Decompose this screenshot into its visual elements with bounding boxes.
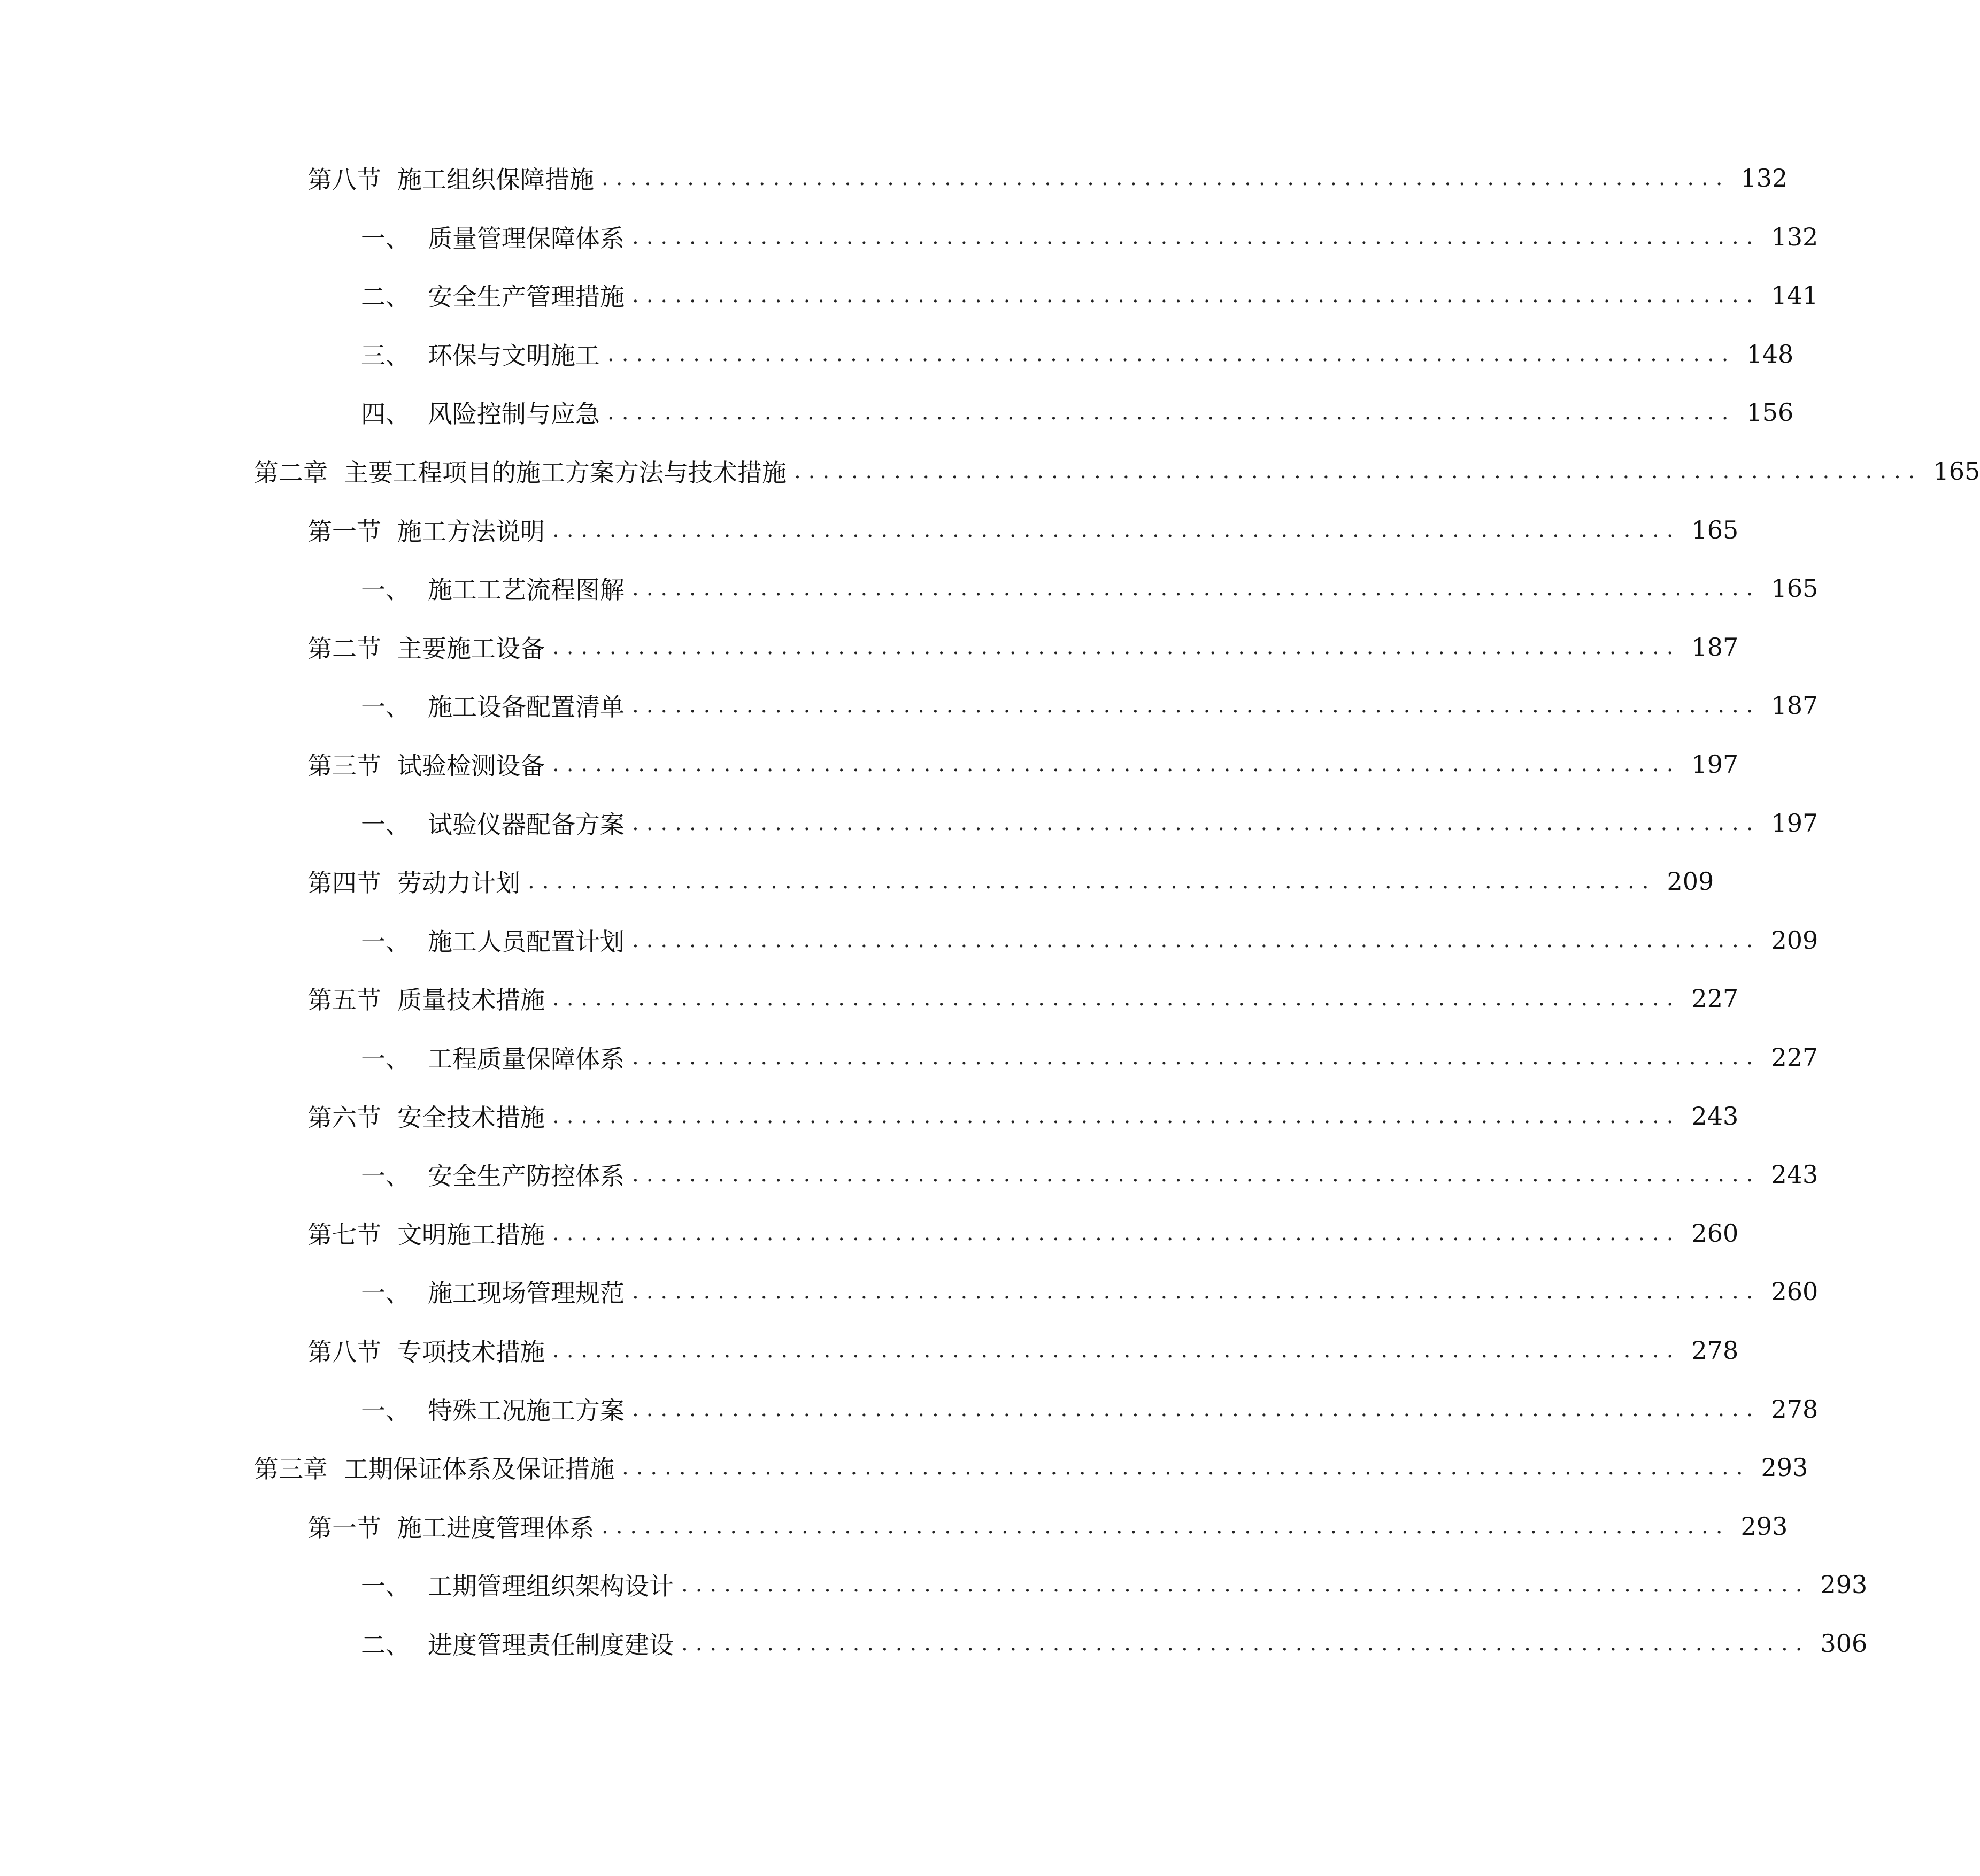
toc-entry-title: 安全生产防控体系 xyxy=(428,1162,625,1190)
toc-dot-leader: ............................................................................... xyxy=(632,283,1761,307)
toc-entry-page-number: 141 xyxy=(1771,281,1819,310)
toc-entry[interactable] xyxy=(361,274,1819,317)
toc-entry-page-number: 209 xyxy=(1771,926,1819,955)
toc-entry-page-number: 132 xyxy=(1771,222,1819,251)
toc-entry-page-number: 293 xyxy=(1761,1453,1808,1482)
toc-entry[interactable] xyxy=(361,391,1794,434)
toc-dot-leader: ............................................................................... xyxy=(632,928,1761,952)
toc-dot-leader: ............................................................................... xyxy=(632,1279,1761,1304)
toc-entry-page-number: 187 xyxy=(1771,691,1819,720)
toc-entry-page-number: 293 xyxy=(1740,1512,1788,1541)
toc-dot-leader: ............................................................................... xyxy=(552,1104,1681,1128)
toc-dot-leader: ............................................................................... xyxy=(607,342,1736,366)
toc-entry[interactable] xyxy=(361,1563,1868,1606)
toc-entry-number: 一、 xyxy=(361,1279,410,1308)
toc-entry-page-number: 260 xyxy=(1771,1277,1819,1306)
toc-entry-page-number: 209 xyxy=(1667,867,1714,896)
toc-entry-number: 一、 xyxy=(361,575,410,604)
toc-entry-page-number: 278 xyxy=(1771,1395,1819,1424)
toc-dot-leader: ............................................................................... xyxy=(632,576,1761,601)
toc-entry-title: 主要施工设备 xyxy=(397,634,545,663)
toc-dot-leader: ............................................................................... xyxy=(794,459,1923,483)
toc-dot-leader: ............................................................................... xyxy=(552,635,1681,659)
toc-dot-leader: ............................................................................... xyxy=(552,986,1681,1011)
toc-entry-number: 第八节 xyxy=(307,1337,381,1366)
toc-entry-title: 主要工程项目的施工方案方法与技术措施 xyxy=(344,458,787,487)
toc-entry-title: 工程质量保障体系 xyxy=(428,1044,625,1073)
toc-entry-page-number: 260 xyxy=(1691,1219,1739,1248)
toc-entry[interactable] xyxy=(307,1212,1739,1255)
toc-entry[interactable] xyxy=(307,157,1788,199)
toc-entry-title: 质量管理保障体系 xyxy=(428,224,625,253)
toc-entry-title: 风险控制与应急 xyxy=(428,399,600,428)
toc-entry-number: 第四节 xyxy=(307,868,381,897)
toc-entry[interactable] xyxy=(361,919,1819,962)
toc-entry-page-number: 278 xyxy=(1691,1336,1739,1365)
toc-entry-number: 一、 xyxy=(361,693,410,721)
toc-dot-leader: ............................................................................... xyxy=(602,166,1730,190)
toc-entry-number: 第六节 xyxy=(307,1103,381,1132)
toc-dot-leader: ............................................................................... xyxy=(528,869,1657,894)
toc-entry-title: 施工设备配置清单 xyxy=(428,693,625,721)
toc-entry-page-number: 197 xyxy=(1691,750,1739,779)
toc-dot-leader: ............................................................................... xyxy=(632,811,1761,835)
toc-entry-page-number: 187 xyxy=(1691,633,1739,662)
toc-entry[interactable] xyxy=(307,1095,1739,1137)
toc-entry[interactable] xyxy=(307,977,1739,1020)
toc-entry[interactable] xyxy=(307,509,1739,551)
toc-entry-title: 施工工艺流程图解 xyxy=(428,575,625,604)
toc-entry-title: 特殊工况施工方案 xyxy=(428,1396,625,1425)
toc-dot-leader: ............................................................................... xyxy=(552,518,1681,542)
toc-entry[interactable] xyxy=(361,684,1819,727)
toc-entry-page-number: 156 xyxy=(1746,398,1794,427)
toc-dot-leader: ............................................................................... xyxy=(632,1397,1761,1421)
toc-entry[interactable] xyxy=(361,1622,1868,1665)
toc-entry-number: 第一节 xyxy=(307,1513,381,1542)
toc-entry-number: 一、 xyxy=(361,810,410,839)
toc-dot-leader: ............................................................................... xyxy=(552,752,1681,776)
toc-entry-title: 工期保证体系及保证措施 xyxy=(344,1455,614,1483)
toc-entry-title: 安全技术措施 xyxy=(397,1103,545,1132)
toc-entry[interactable] xyxy=(361,1153,1819,1196)
toc-dot-leader: ............................................................................... xyxy=(552,1338,1681,1363)
toc-entry-page-number: 165 xyxy=(1933,457,1980,486)
toc-entry-number: 第二章 xyxy=(254,458,328,487)
toc-entry[interactable] xyxy=(361,216,1819,258)
toc-entry[interactable] xyxy=(361,1036,1819,1079)
toc-dot-leader: ............................................................................... xyxy=(681,1631,1810,1656)
toc-entry[interactable] xyxy=(307,626,1739,668)
toc-entry-title: 试验检测设备 xyxy=(397,751,545,780)
toc-entry-page-number: 306 xyxy=(1820,1629,1868,1658)
toc-entry-number: 第一节 xyxy=(307,517,381,546)
toc-entry[interactable] xyxy=(307,743,1739,786)
toc-entry-number: 第二节 xyxy=(307,634,381,663)
toc-entry[interactable] xyxy=(307,1505,1788,1548)
toc-entry-title: 施工组织保障措施 xyxy=(397,165,594,194)
toc-entry-title: 工期管理组织架构设计 xyxy=(428,1572,674,1601)
toc-entry-title: 环保与文明施工 xyxy=(428,341,600,370)
toc-entry-number: 第五节 xyxy=(307,986,381,1014)
toc-entry-title: 施工人员配置计划 xyxy=(428,927,625,956)
toc-dot-leader: ............................................................................... xyxy=(632,1162,1761,1187)
toc-entry-page-number: 243 xyxy=(1691,1102,1739,1131)
toc-entry[interactable] xyxy=(361,567,1819,610)
toc-entry-number: 一、 xyxy=(361,927,410,956)
toc-entry-number: 三、 xyxy=(361,341,410,370)
toc-entry-number: 一、 xyxy=(361,1572,410,1601)
toc-entry[interactable] xyxy=(361,1388,1819,1431)
toc-entry-page-number: 227 xyxy=(1771,1043,1819,1072)
toc-entry-page-number: 165 xyxy=(1771,574,1819,603)
toc-entry-title: 试验仪器配备方案 xyxy=(428,810,625,839)
toc-entry[interactable] xyxy=(254,450,1980,493)
toc-dot-leader: ............................................................................... xyxy=(622,1455,1751,1480)
toc-dot-leader: ............................................................................... xyxy=(632,693,1761,718)
toc-entry-number: 一、 xyxy=(361,1396,410,1425)
toc-entry-title: 劳动力计划 xyxy=(397,868,520,897)
toc-entry-title: 质量技术措施 xyxy=(397,986,545,1014)
toc-entry[interactable] xyxy=(307,1329,1739,1372)
toc-entry[interactable] xyxy=(307,860,1714,903)
toc-entry-number: 第三节 xyxy=(307,751,381,780)
toc-entry-title: 施工进度管理体系 xyxy=(397,1513,594,1542)
toc-entry-title: 文明施工措施 xyxy=(397,1220,545,1249)
toc-entry-number: 第七节 xyxy=(307,1220,381,1249)
toc-entry-page-number: 293 xyxy=(1820,1570,1868,1599)
toc-entry-page-number: 227 xyxy=(1691,984,1739,1013)
toc-dot-leader: ............................................................................... xyxy=(607,400,1736,425)
toc-entry-title: 进度管理责任制度建设 xyxy=(428,1631,674,1659)
toc-entry-number: 第三章 xyxy=(254,1455,328,1483)
toc-entry-number: 一、 xyxy=(361,1162,410,1190)
toc-dot-leader: ............................................................................... xyxy=(602,1514,1730,1539)
toc-entry-title: 专项技术措施 xyxy=(397,1337,545,1366)
toc-dot-leader: ............................................................................... xyxy=(632,1045,1761,1070)
toc-entry[interactable] xyxy=(361,333,1794,375)
toc-entry-page-number: 132 xyxy=(1740,164,1788,193)
toc-dot-leader: ............................................................................... xyxy=(681,1572,1810,1597)
toc-entry-number: 第八节 xyxy=(307,165,381,194)
toc-entry-page-number: 148 xyxy=(1746,340,1794,368)
toc-dot-leader: ............................................................................... xyxy=(632,225,1761,249)
toc-entry-title: 安全生产管理措施 xyxy=(428,282,625,311)
toc-entry-page-number: 243 xyxy=(1771,1160,1819,1189)
toc-entry-page-number: 165 xyxy=(1691,516,1739,544)
toc-entry-number: 二、 xyxy=(361,1631,410,1659)
toc-entry[interactable] xyxy=(361,802,1819,844)
toc-entry-number: 二、 xyxy=(361,282,410,311)
toc-entry[interactable] xyxy=(254,1446,1808,1489)
toc-entry-page-number: 197 xyxy=(1771,809,1819,837)
toc-dot-leader: ............................................................................... xyxy=(552,1221,1681,1245)
toc-entry-number: 一、 xyxy=(361,1044,410,1073)
toc-entry-title: 施工现场管理规范 xyxy=(428,1279,625,1308)
toc-entry-title: 施工方法说明 xyxy=(397,517,545,546)
toc-entry[interactable] xyxy=(361,1270,1819,1313)
toc-entry-number: 一、 xyxy=(361,224,410,253)
toc-entry-number: 四、 xyxy=(361,399,410,428)
